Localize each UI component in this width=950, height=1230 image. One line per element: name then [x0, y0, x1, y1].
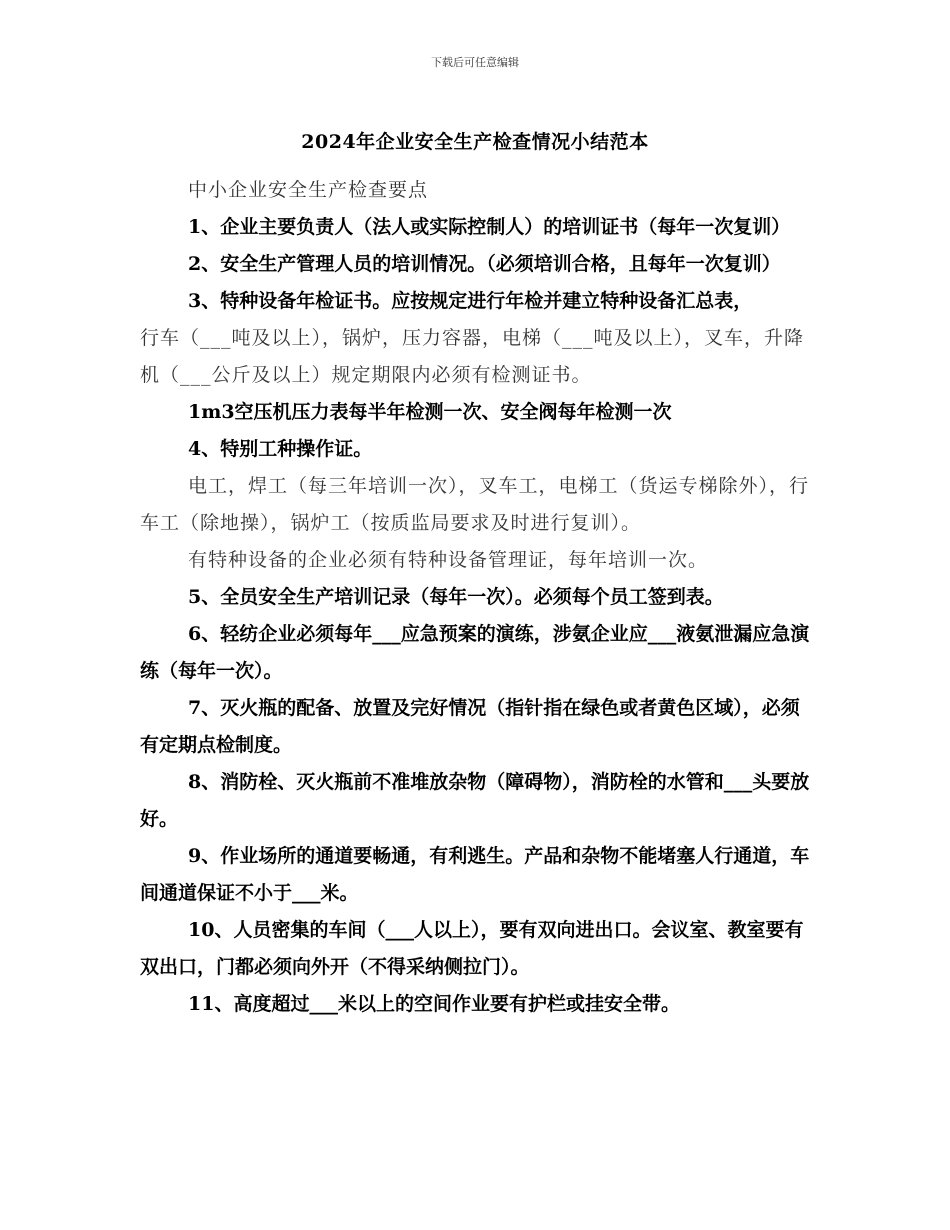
- item-6: 6、轻纺企业必须每年___应急预案的演练，涉氨企业应___液氨泄漏应急演练（每年一次）。: [140, 623, 810, 682]
- document-body: [140, 172, 816, 1023]
- item-4: 4、特别工种操作证。: [188, 438, 373, 460]
- item-10: 10、人员密集的车间（___人以上），要有双向进出口。会议室、教室要有双出口，门都必须向外开（不得采纳侧拉门）。: [140, 919, 804, 978]
- item-7: 7、灭火瓶的配备、放置及完好情况（指针指在绿色或者黄色区域），必须有定期点检制度。: [140, 697, 800, 756]
- item-9: 9、作业场所的通道要畅通，有利逃生。产品和杂物不能堵塞人行通道，车间通道保证不小于___米。: [140, 845, 810, 904]
- item-5: 5、全员安全生产培训记录（每年一次）。必须每个员工签到表。: [188, 586, 724, 608]
- item-3: 3、特种设备年检证书。应按规定进行年检并建立特种设备汇总表，: [188, 290, 753, 312]
- page-header: 下载后可任意编辑: [431, 56, 519, 69]
- item-3-detail: 行车（___吨及以上），锅炉，压力容器，电梯（___吨及以上），叉车，升降机（___公斤及以上）规定期限内必须有检测证书。: [140, 327, 805, 386]
- item-1: 1、企业主要负责人（法人或实际控制人）的培训证书（每年一次复训）: [188, 216, 791, 238]
- item-8: 8、消防栓、灭火瓶前不准堆放杂物（障碍物），消防栓的水管和___头要放好。: [140, 771, 810, 830]
- section-heading: 中小企业安全生产检查要点: [188, 179, 429, 201]
- item-4-note: 有特种设备的企业必须有特种设备管理证，每年培训一次。: [188, 549, 709, 571]
- item-4-detail: 电工，焊工（每三年培训一次），叉车工，电梯工（货运专梯除外），行车工（除地操），锅炉工（按质监局要求及时进行复训）。: [140, 475, 810, 534]
- item-3-compressor: 1m3空压机压力表每半年检测一次、安全阀每年检测一次: [188, 401, 672, 423]
- item-11: 11、高度超过___米以上的空间作业要有护栏或挂安全带。: [188, 993, 680, 1015]
- document-title: 2024年企业安全生产检查情况小结范本: [301, 131, 649, 153]
- item-2: 2、安全生产管理人员的培训情况。（必须培训合格，且每年一次复训）: [188, 253, 781, 275]
